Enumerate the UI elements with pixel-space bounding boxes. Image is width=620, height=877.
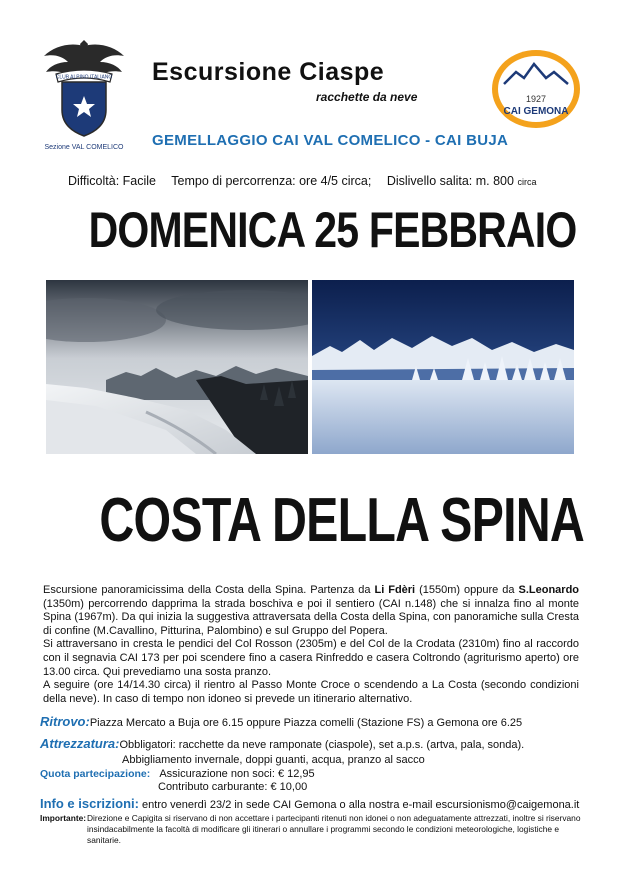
elevation-text: Dislivello salita: m. 800 [386,174,514,188]
fee-fuel: Contributo carburante: € 10,00 [158,781,308,793]
logo-year: 1927 [525,94,547,104]
logo-name: CAI GEMONA [503,106,569,117]
important-text: Direzione e Capigita si riservano di non accettare i partecipanti ritenuti non idonei o non adeguatamente attrezzati, inoltre si riservano insindacabilmente la facoltà di modificare gli itinerari o annullare i programmi secondo le condizioni meteorologiche, logistiche e sanitarie. [87,813,581,845]
event-place: COSTA DELLA SPINA [99,486,585,555]
logo-badge-text: CLUB ALPINO ITALIANO [55,74,113,81]
description-paragraph-1: Escursione panoramicissima della Costa della Spina. Partenza da Li Fdèri (1550m) oppure da S.Leonardo (1350m) percorrendo dapprima la strada boschiva e poi il sentiero (CAI n.148) che si innalza fino al monte Spina (1967m). Da qui inizia la suggestiva attraversata della Costa della Spina, con panoramiche sulla Cresta di confine (M.Cavallino, Pitturina, Palombino) e sul Gruppo del Popera. [43,584,580,637]
info-label: Info e iscrizioni: [40,796,139,811]
event-date: DOMENICA 25 FEBBRAIO [88,202,577,258]
description-paragraph-2: Si attraversano in cresta le pendici del Col Rosson (2305m) e del Col de la Crodata (2310m) fino al raccordo con il segnavia CAI 173 per poi scendere fino a casera Rinfreddo e casera Coltrondo (agriturismo aperto) ore 13.00 circa. Qui prevediamo una sosta pranzo. [43,638,579,678]
meeting-point-label: Ritrovo: [40,714,90,729]
meeting-point-value: Piazza Mercato a Buja ore 6.15 oppure Piazza comelli (Stazione FS) a Gemona ore 6.25 [89,717,523,729]
photo-snow-field [312,280,574,454]
fee-insurance: Assicurazione non soci: € 12,95 [159,768,315,780]
fee-label: Quota partecipazione: [40,768,151,780]
fee-row [40,768,315,780]
info-row [40,796,579,811]
equipment-value: Obbligatori: racchette da neve ramponate (ciaspole), set a.p.s. (artva, pala, sonda). [119,739,525,751]
time-text: Tempo di percorrenza: ore 4/5 circa; [171,174,372,188]
page-subtitle: racchette da neve [316,90,418,104]
photo-snow-trail [46,280,308,454]
info-value: entro venerdì 23/2 in sede CAI Gemona o alla nostra e-mail escursionismo@caigemona.it [138,799,580,811]
meeting-point-row [40,714,522,729]
important-label: Importante: [40,813,87,823]
description-paragraph-3: A seguire (ore 14/14.30 circa) il rientro al Passo Monte Croce o scendendo a La Costa (secondo condizioni della neve). In caso di tempo non idoneo si prevede un itinerario alternativo. [43,679,579,705]
equipment-row [40,736,524,751]
cai-val-comelico-logo [40,40,128,152]
twinning-heading: GEMELLAGGIO CAI VAL COMELICO - CAI BUJA [152,132,509,149]
important-note [40,813,592,846]
equipment-label: Attrezzatura: [40,736,120,751]
equipment-value-2: Abbigliamento invernale, doppi guanti, acqua, pranzo al sacco [122,754,425,766]
elevation-note: circa [517,177,537,187]
logo-caption: Sezione VAL COMELICO [44,144,124,151]
difficulty-text: Difficoltà: Facile [68,174,156,188]
stats-line [68,174,536,188]
page-title: Escursione Ciaspe [152,58,385,86]
description [43,584,579,706]
cai-gemona-logo [490,48,582,130]
